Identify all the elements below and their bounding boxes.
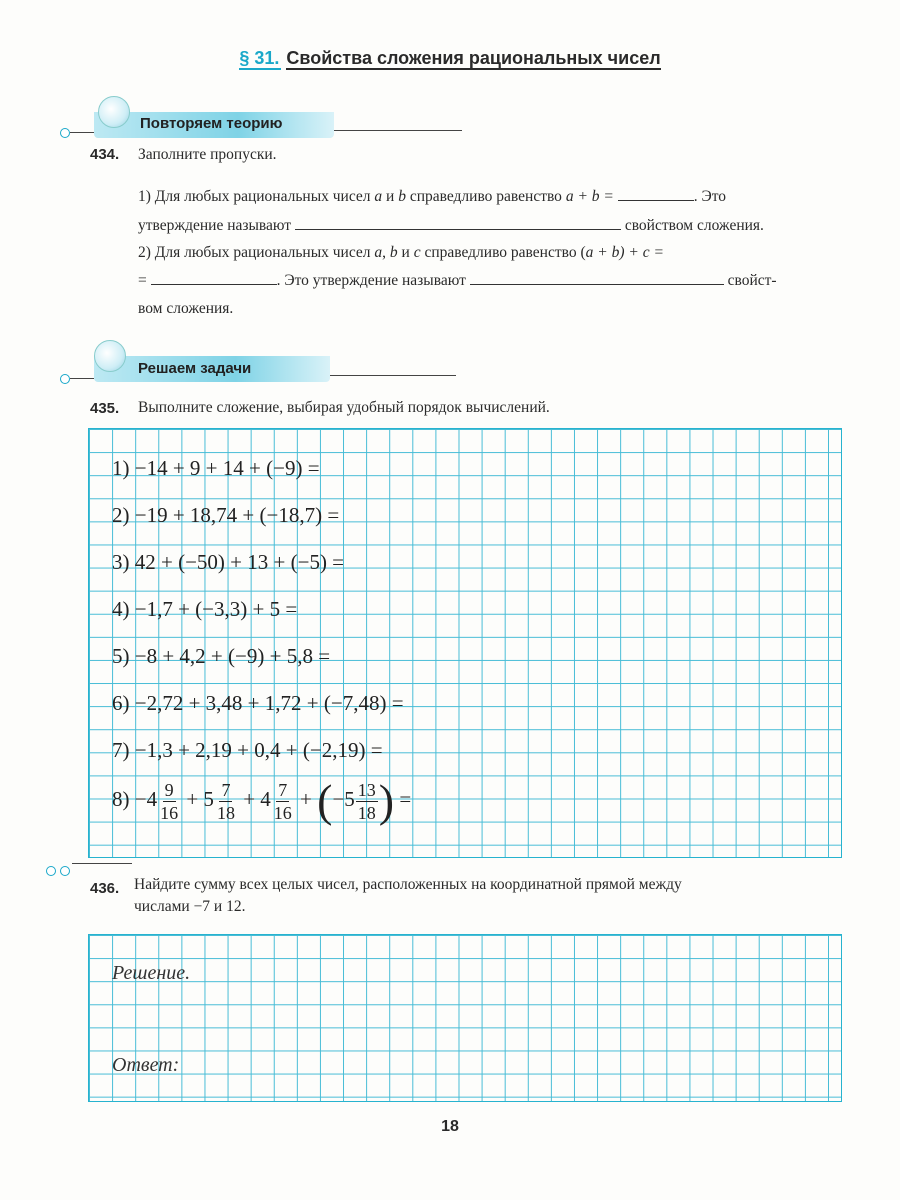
solution-grid[interactable] — [88, 934, 842, 1102]
section-title — [0, 48, 900, 69]
fraction: $\frac{13}{18}$ — [357, 779, 376, 823]
fill-blank[interactable] — [618, 200, 694, 201]
page-number: 18 — [441, 1118, 459, 1135]
answer-label: Ответ: — [112, 1054, 180, 1076]
task-number: 435. — [90, 400, 120, 417]
task434-line4: = . Это утверждение называют свойст- — [138, 272, 777, 289]
task-prompt: Выполните сложение, выбирая удобный порядок вычислений. — [138, 399, 550, 416]
task434-line1: 1) Для любых рациональных чисел a и b справедливо равенство a + b = . Это — [138, 188, 727, 205]
bullet-circle-icon — [46, 866, 56, 876]
bee-mascot-icon — [94, 340, 126, 372]
fill-blank[interactable] — [295, 229, 621, 230]
divider — [70, 132, 94, 133]
expression-8: 8) −4 $\frac{9}{16}$ + 5 $\frac{7}{18}$ + 4 $\frac{7}{16}$ + (−5 $\frac{13}{18}$ ) = — [112, 775, 412, 826]
bullet-circle-icon — [60, 374, 70, 384]
expression-5: 5) −8 + 4,2 + (−9) + 5,8 = — [112, 644, 331, 668]
task-prompt: Заполните пропуски. — [138, 146, 277, 163]
task434-line2: утверждение называют свойством сложения. — [138, 217, 764, 234]
fill-blank[interactable] — [470, 284, 724, 285]
task-number: 434. — [90, 146, 120, 163]
bird-mascot-icon — [98, 96, 130, 128]
tasks-header: Решаем задачи — [138, 360, 252, 377]
bullet-circle-icon — [60, 128, 70, 138]
fraction: $\frac{7}{16}$ — [273, 779, 292, 823]
expression-6: 6) −2,72 + 3,48 + 1,72 + (−7,48) = — [112, 691, 404, 715]
task434-line5: вом сложения. — [138, 300, 234, 317]
left-paren: ( — [317, 775, 333, 826]
divider — [72, 863, 132, 864]
expression-3: 3) 42 + (−50) + 13 + (−5) = — [112, 550, 345, 574]
expression-1: 1) −14 + 9 + 14 + (−9) = — [112, 456, 320, 480]
right-paren: ) — [378, 775, 395, 826]
divider — [70, 378, 94, 379]
task-prompt: Найдите сумму всех целых чисел, расположенных на координатной прямой между числами −7 и 12. — [134, 876, 682, 915]
task434-line3: 2) Для любых рациональных чисел a, b и c справедливо равенство (a + b) + c = — [138, 244, 664, 261]
expression-4: 4) −1,7 + (−3,3) + 5 = — [112, 597, 298, 621]
expression-7: 7) −1,3 + 2,19 + 0,4 + (−2,19) = — [112, 738, 383, 762]
fraction: $\frac{9}{16}$ — [160, 779, 179, 823]
divider — [334, 130, 462, 131]
theory-header: Повторяем теорию — [140, 115, 283, 132]
fraction: $\frac{7}{18}$ — [216, 779, 235, 823]
bullet-circle-icon — [60, 866, 70, 876]
task-number: 436. — [90, 880, 120, 897]
section-title-text: Свойства сложения рациональных чисел — [286, 48, 661, 68]
solution-label: Решение. — [112, 962, 191, 984]
expression-2: 2) −19 + 18,74 + (−18,7) = — [112, 503, 340, 527]
section-number: § 31. — [239, 48, 280, 68]
fill-blank[interactable] — [151, 284, 277, 285]
divider — [330, 375, 456, 376]
